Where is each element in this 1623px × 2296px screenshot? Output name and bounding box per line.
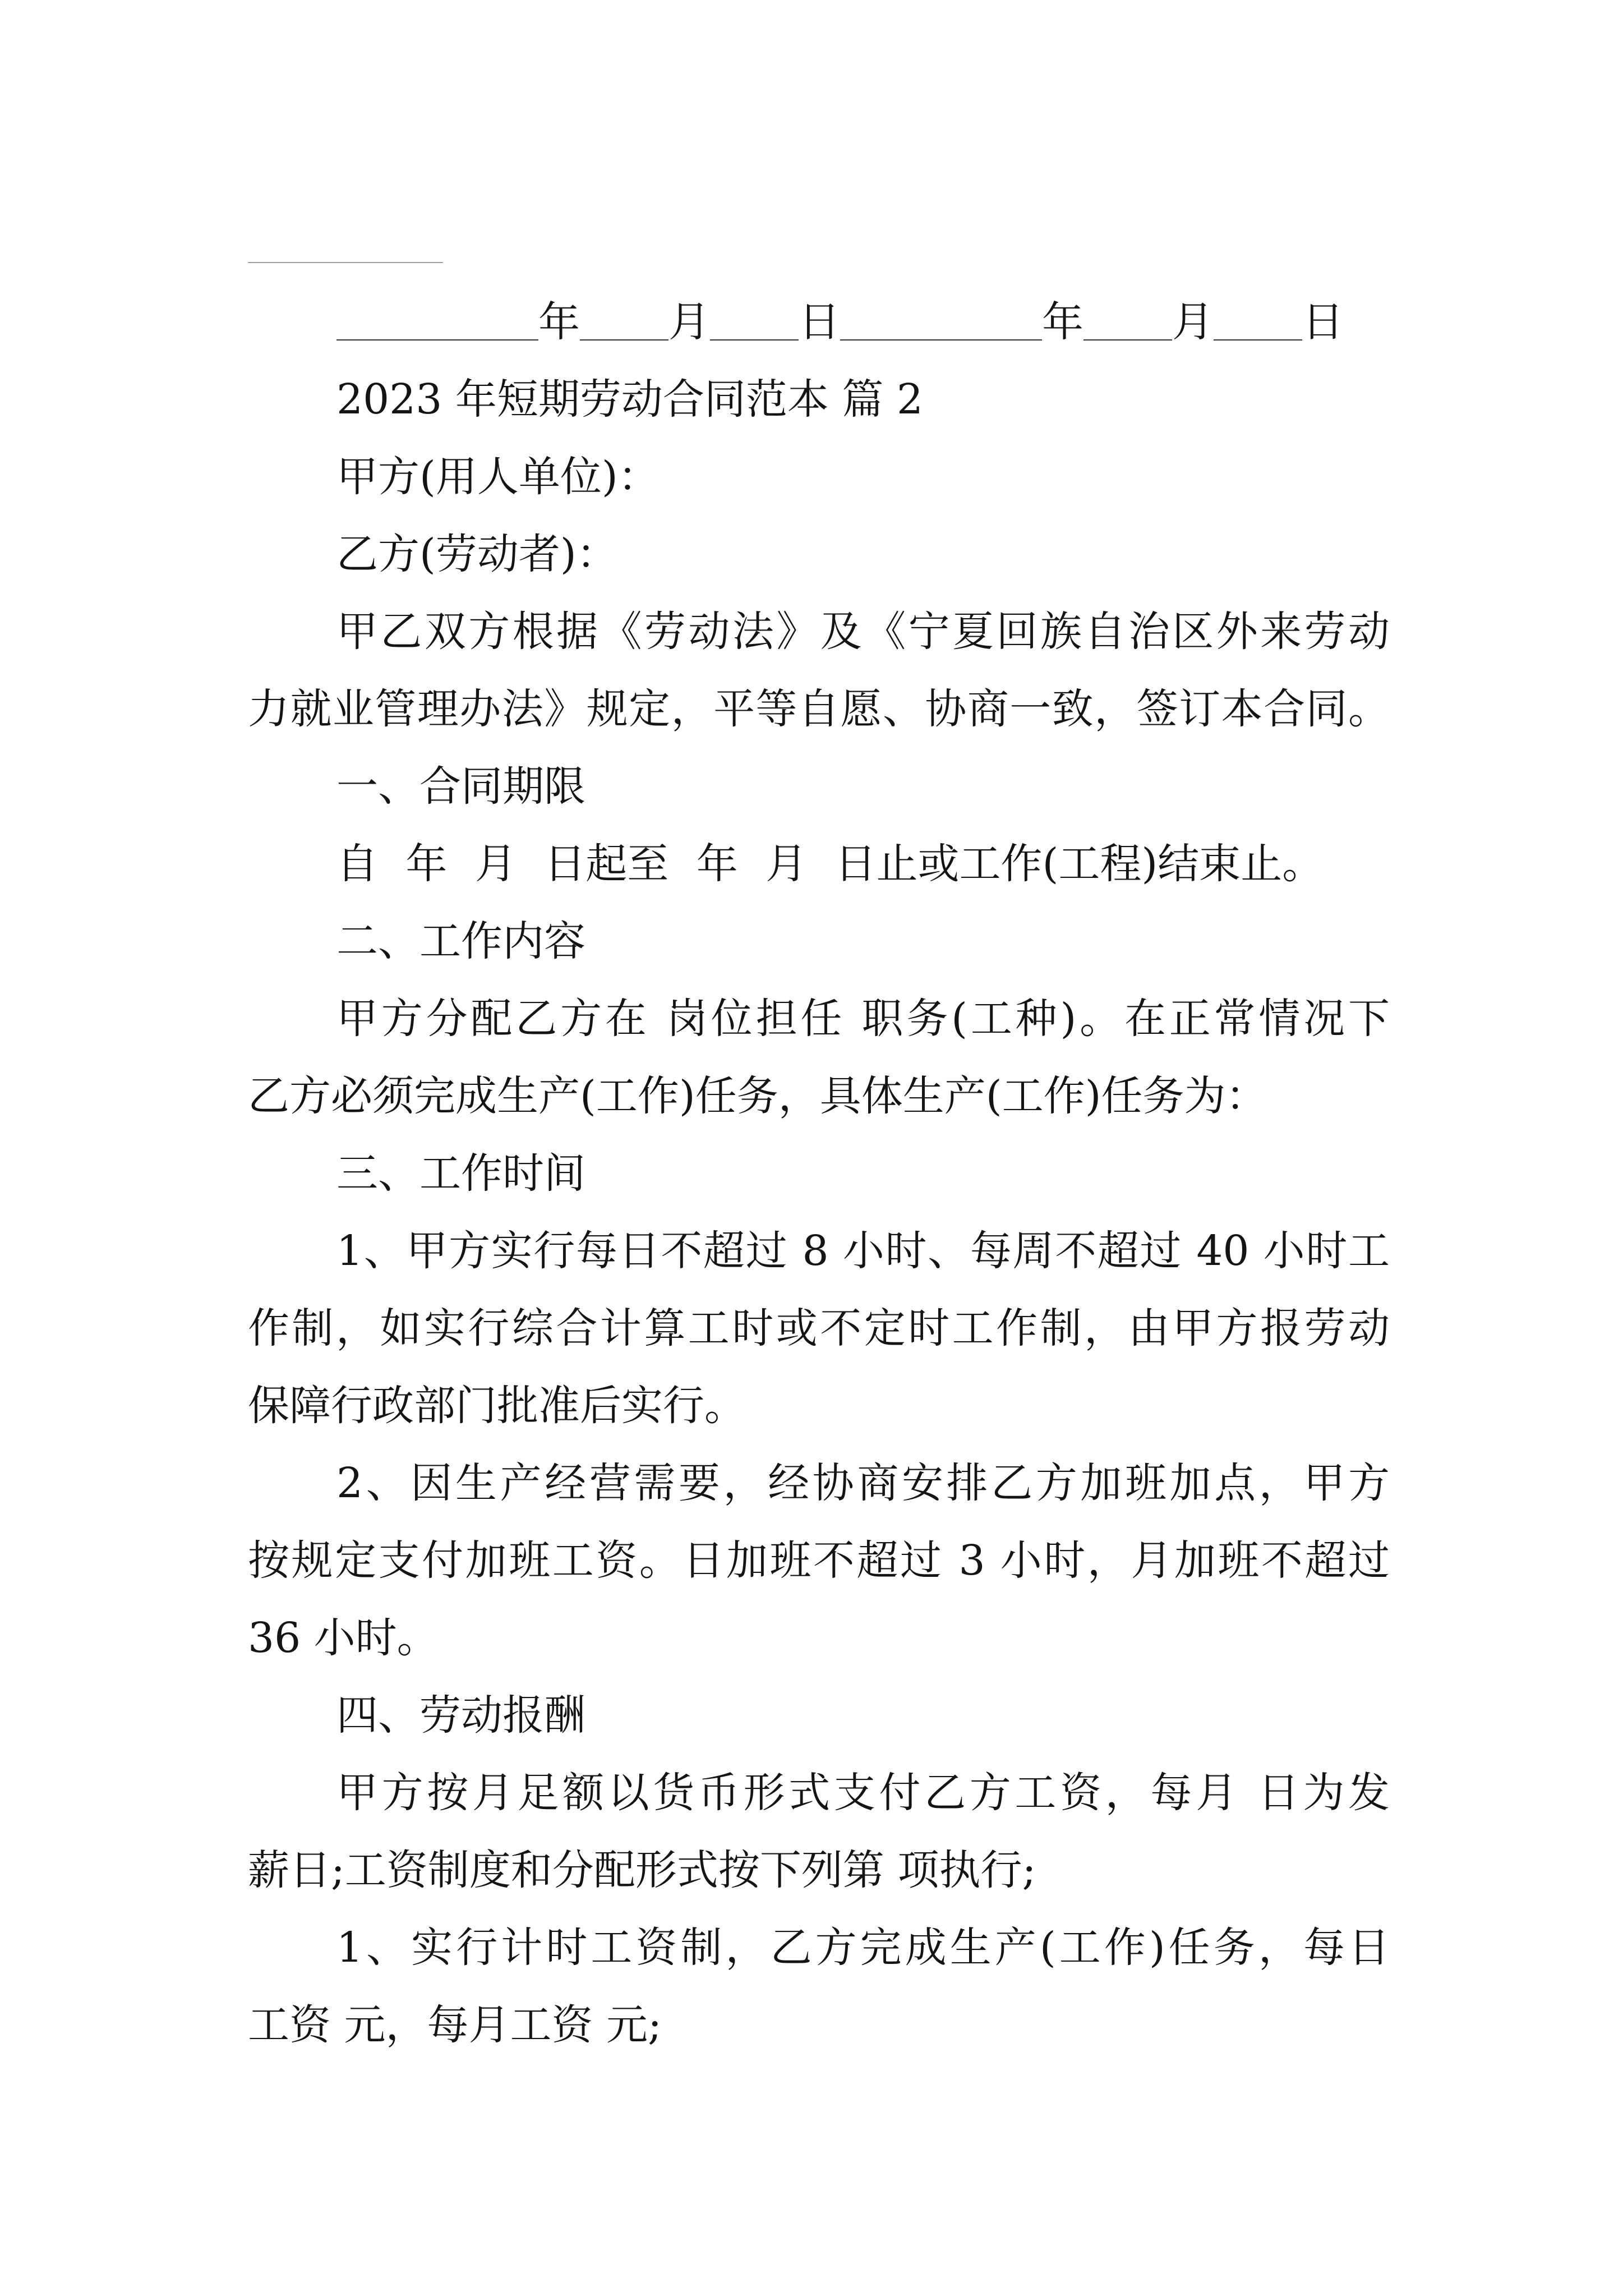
- paragraph-line: 薪日;工资制度和分配形式按下列第 项执行;: [248, 1846, 1036, 1894]
- paragraph-line: 甲方分配乙方在 岗位担任 职务(工种)。在正常情况下: [336, 995, 1390, 1043]
- paragraph-line: 2、因生产经营需要，经协商安排乙方加班加点，甲方: [336, 1459, 1390, 1507]
- paragraph-line: 自 年 月 日起至 年 月 日止或工作(工程)结束止。: [336, 840, 1324, 888]
- date-blank: [1214, 306, 1302, 341]
- preamble-line: 力就业管理办法》规定，平等自愿、协商一致，签订本合同。: [248, 685, 1390, 733]
- paragraph-line: 36 小时。: [248, 1614, 439, 1662]
- date-blank: [1083, 306, 1172, 341]
- paragraph-line: 1、甲方实行每日不超过 8 小时、每周不超过 40 小时工: [336, 1227, 1390, 1275]
- section-heading: 四、劳动报酬: [336, 1691, 585, 1740]
- section-heading: 二、工作内容: [336, 917, 585, 965]
- section-heading: 三、工作时间: [336, 1149, 585, 1198]
- date-blank: [580, 306, 668, 341]
- date-blank: [710, 306, 799, 341]
- date-month-label: 月: [1172, 298, 1214, 346]
- document-title: 2023 年短期劳动合同范本 篇 2: [336, 375, 923, 424]
- party-b-line: 乙方(劳动者)：: [336, 530, 618, 578]
- date-blank: [336, 306, 538, 341]
- date-year-label: 年: [538, 298, 580, 346]
- paragraph-line: 按规定支付加班工资。日加班不超过 3 小时，月加班不超过: [248, 1536, 1390, 1585]
- party-a-line: 甲方(用人单位)：: [336, 453, 660, 501]
- date-month-label: 月: [668, 298, 710, 346]
- paragraph-line: 工资 元，每月工资 元;: [248, 2001, 662, 2049]
- section-heading: 一、合同期限: [336, 762, 585, 811]
- date-blank: [840, 306, 1042, 341]
- paragraph-line: 作制，如实行综合计算工时或不定时工作制，由甲方报劳动: [248, 1304, 1390, 1352]
- paragraph-line: 1、实行计时工资制，乙方完成生产(工作)任务，每日: [336, 1924, 1390, 1972]
- document-body: [248, 283, 1390, 2064]
- date-year-label: 年: [1042, 298, 1083, 346]
- top-divider: [248, 262, 443, 263]
- preamble-line: 甲乙双方根据《劳动法》及《宁夏回族自治区外来劳动: [336, 608, 1390, 656]
- signature-date-line: [248, 283, 1390, 361]
- paragraph-line: 甲方按月足额以货币形式支付乙方工资，每月 日为发: [336, 1769, 1390, 1817]
- date-day-label: 日: [799, 298, 840, 346]
- date-day-label: 日: [1302, 298, 1344, 346]
- paragraph-line: 保障行政部门批准后实行。: [248, 1382, 746, 1430]
- paragraph-line: 乙方必须完成生产(工作)任务，具体生产(工作)任务为：: [248, 1072, 1267, 1120]
